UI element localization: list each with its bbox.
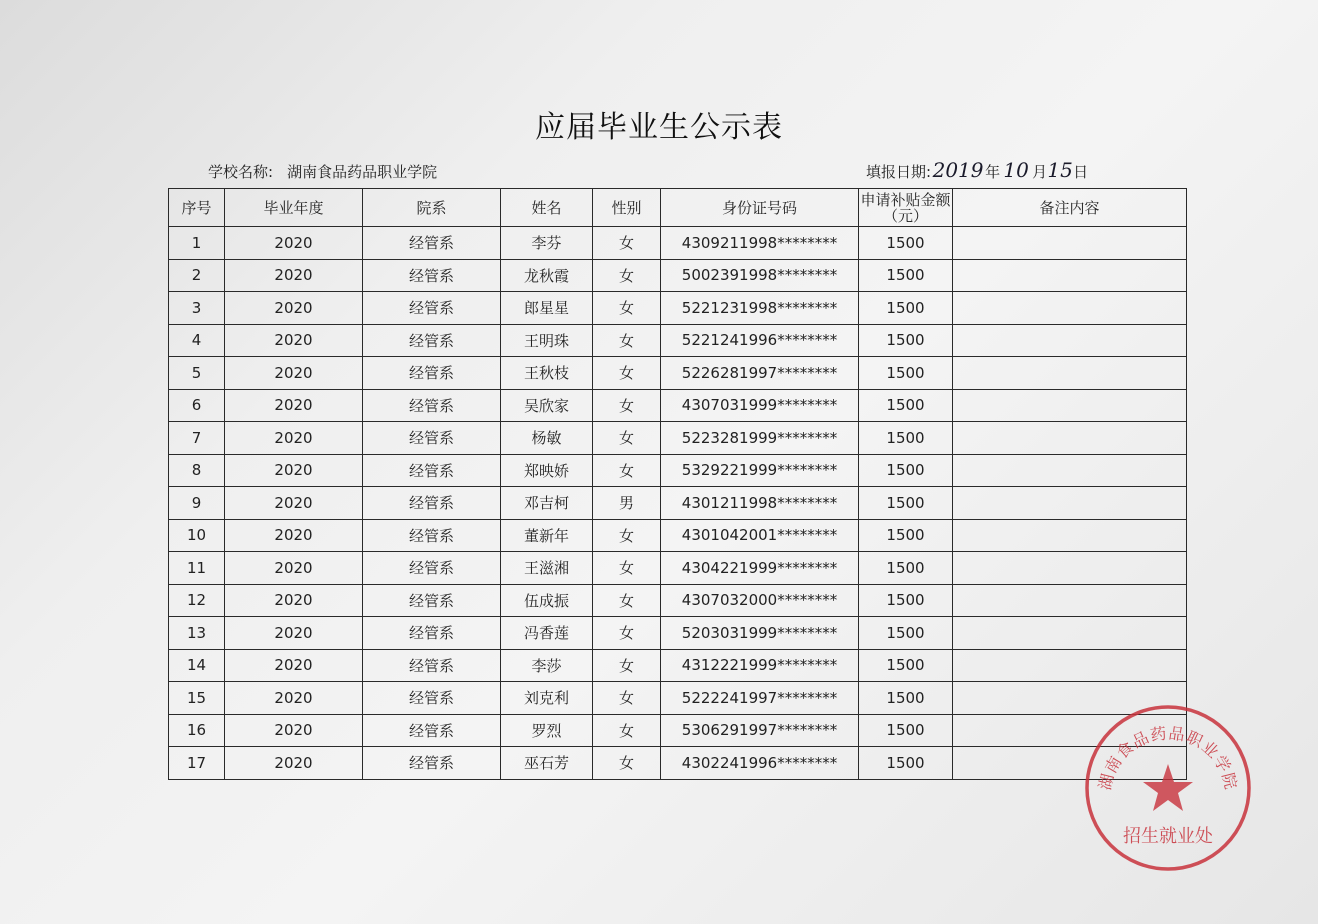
cell-name: 罗烈: [501, 714, 593, 747]
table-row: [169, 259, 1187, 292]
cell-grad-year: 2020: [225, 714, 363, 747]
cell-index: 14: [169, 649, 225, 682]
cell-subsidy-amount: 1500: [859, 552, 953, 585]
day-suffix: 日: [1073, 163, 1089, 181]
cell-grad-year: 2020: [225, 487, 363, 520]
cell-department: 经管系: [363, 227, 501, 260]
cell-remarks: [953, 747, 1187, 780]
cell-gender: 女: [593, 389, 661, 422]
cell-index: 11: [169, 552, 225, 585]
cell-subsidy-amount: 1500: [859, 227, 953, 260]
cell-gender: 男: [593, 487, 661, 520]
table-row: [169, 714, 1187, 747]
cell-index: 3: [169, 292, 225, 325]
cell-id-number: 5203031999********: [661, 617, 859, 650]
cell-grad-year: 2020: [225, 519, 363, 552]
cell-index: 16: [169, 714, 225, 747]
cell-department: 经管系: [363, 389, 501, 422]
cell-grad-year: 2020: [225, 617, 363, 650]
cell-gender: 女: [593, 584, 661, 617]
table-row: [169, 519, 1187, 552]
cell-index: 9: [169, 487, 225, 520]
cell-index: 6: [169, 389, 225, 422]
cell-department: 经管系: [363, 649, 501, 682]
cell-index: 10: [169, 519, 225, 552]
school-name-value: 湖南食品药品职业学院: [287, 163, 438, 181]
fill-date-label: 填报日期:: [866, 163, 932, 181]
cell-remarks: [953, 617, 1187, 650]
cell-index: 5: [169, 357, 225, 390]
header-id-number: 身份证号码: [661, 189, 859, 227]
table-row: [169, 422, 1187, 455]
cell-grad-year: 2020: [225, 454, 363, 487]
cell-department: 经管系: [363, 487, 501, 520]
cell-department: 经管系: [363, 519, 501, 552]
header-index: 序号: [169, 189, 225, 227]
cell-department: 经管系: [363, 357, 501, 390]
cell-name: 王滋湘: [501, 552, 593, 585]
cell-remarks: [953, 552, 1187, 585]
cell-id-number: 4302241996********: [661, 747, 859, 780]
cell-remarks: [953, 714, 1187, 747]
fill-date-row: [866, 158, 1088, 182]
cell-grad-year: 2020: [225, 357, 363, 390]
cell-grad-year: 2020: [225, 584, 363, 617]
header-department: 院系: [363, 189, 501, 227]
table-row: [169, 552, 1187, 585]
cell-remarks: [953, 584, 1187, 617]
cell-grad-year: 2020: [225, 747, 363, 780]
cell-subsidy-amount: 1500: [859, 747, 953, 780]
handwritten-day: 15: [1047, 158, 1073, 182]
cell-id-number: 4312221999********: [661, 649, 859, 682]
cell-department: 经管系: [363, 584, 501, 617]
cell-remarks: [953, 519, 1187, 552]
cell-remarks: [953, 259, 1187, 292]
cell-gender: 女: [593, 617, 661, 650]
cell-name: 董新年: [501, 519, 593, 552]
cell-gender: 女: [593, 324, 661, 357]
cell-subsidy-amount: 1500: [859, 454, 953, 487]
cell-index: 13: [169, 617, 225, 650]
cell-id-number: 5002391998********: [661, 259, 859, 292]
month-suffix: 月: [1032, 163, 1048, 181]
cell-remarks: [953, 682, 1187, 715]
svg-text:湖南食品药品职业学院: 湖南食品药品职业学院: [1095, 723, 1241, 792]
cell-department: 经管系: [363, 714, 501, 747]
document-title: 应届毕业生公示表: [535, 110, 783, 145]
cell-subsidy-amount: 1500: [859, 649, 953, 682]
cell-subsidy-amount: 1500: [859, 324, 953, 357]
cell-id-number: 5223281999********: [661, 422, 859, 455]
cell-name: 李芬: [501, 227, 593, 260]
cell-gender: 女: [593, 227, 661, 260]
table-row: [169, 682, 1187, 715]
cell-name: 李莎: [501, 649, 593, 682]
cell-name: 冯香莲: [501, 617, 593, 650]
cell-remarks: [953, 487, 1187, 520]
cell-grad-year: 2020: [225, 682, 363, 715]
cell-department: 经管系: [363, 422, 501, 455]
cell-remarks: [953, 227, 1187, 260]
header-grad-year: 毕业年度: [225, 189, 363, 227]
cell-name: 刘克利: [501, 682, 593, 715]
cell-gender: 女: [593, 357, 661, 390]
cell-subsidy-amount: 1500: [859, 682, 953, 715]
table-row: [169, 649, 1187, 682]
cell-gender: 女: [593, 682, 661, 715]
header-name: 姓名: [501, 189, 593, 227]
table-row: [169, 454, 1187, 487]
cell-grad-year: 2020: [225, 649, 363, 682]
cell-index: 7: [169, 422, 225, 455]
cell-id-number: 4304221999********: [661, 552, 859, 585]
cell-id-number: 5306291997********: [661, 714, 859, 747]
cell-department: 经管系: [363, 682, 501, 715]
cell-gender: 女: [593, 552, 661, 585]
cell-index: 8: [169, 454, 225, 487]
cell-index: 15: [169, 682, 225, 715]
cell-department: 经管系: [363, 324, 501, 357]
cell-gender: 女: [593, 292, 661, 325]
cell-gender: 女: [593, 747, 661, 780]
cell-subsidy-amount: 1500: [859, 357, 953, 390]
cell-department: 经管系: [363, 259, 501, 292]
cell-id-number: 4309211998********: [661, 227, 859, 260]
school-name-row: [208, 161, 437, 182]
handwritten-month: 10: [1003, 158, 1029, 182]
cell-index: 4: [169, 324, 225, 357]
header-subsidy-amount: 申请补贴金额（元）: [860, 190, 951, 225]
cell-grad-year: 2020: [225, 324, 363, 357]
cell-id-number: 5226281997********: [661, 357, 859, 390]
cell-gender: 女: [593, 454, 661, 487]
table-header-row: [169, 189, 1187, 227]
cell-id-number: 4307031999********: [661, 389, 859, 422]
table-row: [169, 617, 1187, 650]
cell-subsidy-amount: 1500: [859, 617, 953, 650]
cell-index: 17: [169, 747, 225, 780]
cell-name: 巫石芳: [501, 747, 593, 780]
cell-id-number: 4301042001********: [661, 519, 859, 552]
table-row: [169, 487, 1187, 520]
cell-id-number: 4301211998********: [661, 487, 859, 520]
cell-grad-year: 2020: [225, 259, 363, 292]
svg-text:招生就业处: 招生就业处: [1123, 826, 1213, 847]
cell-id-number: 5222241997********: [661, 682, 859, 715]
cell-subsidy-amount: 1500: [859, 292, 953, 325]
cell-remarks: [953, 389, 1187, 422]
cell-subsidy-amount: 1500: [859, 519, 953, 552]
cell-name: 郎星星: [501, 292, 593, 325]
cell-id-number: 4307032000********: [661, 584, 859, 617]
table-row: [169, 324, 1187, 357]
cell-grad-year: 2020: [225, 292, 363, 325]
cell-department: 经管系: [363, 292, 501, 325]
table-row: [169, 747, 1187, 780]
cell-remarks: [953, 357, 1187, 390]
cell-name: 伍成振: [501, 584, 593, 617]
cell-id-number: 5221231998********: [661, 292, 859, 325]
cell-name: 龙秋霞: [501, 259, 593, 292]
table-row: [169, 292, 1187, 325]
cell-grad-year: 2020: [225, 422, 363, 455]
cell-remarks: [953, 454, 1187, 487]
school-name-label: 学校名称:: [208, 163, 274, 181]
handwritten-year: 2019: [932, 158, 984, 182]
cell-id-number: 5221241996********: [661, 324, 859, 357]
cell-index: 1: [169, 227, 225, 260]
cell-name: 王秋枝: [501, 357, 593, 390]
table-row: [169, 227, 1187, 260]
cell-grad-year: 2020: [225, 552, 363, 585]
cell-gender: 女: [593, 259, 661, 292]
cell-grad-year: 2020: [225, 389, 363, 422]
cell-grad-year: 2020: [225, 227, 363, 260]
cell-subsidy-amount: 1500: [859, 389, 953, 422]
cell-remarks: [953, 422, 1187, 455]
cell-gender: 女: [593, 422, 661, 455]
table-row: [169, 584, 1187, 617]
table-row: [169, 357, 1187, 390]
cell-remarks: [953, 324, 1187, 357]
cell-gender: 女: [593, 649, 661, 682]
cell-department: 经管系: [363, 617, 501, 650]
cell-name: 郑映娇: [501, 454, 593, 487]
cell-department: 经管系: [363, 747, 501, 780]
cell-name: 王明珠: [501, 324, 593, 357]
cell-department: 经管系: [363, 454, 501, 487]
cell-subsidy-amount: 1500: [859, 259, 953, 292]
cell-subsidy-amount: 1500: [859, 487, 953, 520]
year-suffix: 年: [985, 163, 1001, 181]
cell-name: 吴欣家: [501, 389, 593, 422]
cell-index: 2: [169, 259, 225, 292]
cell-subsidy-amount: 1500: [859, 422, 953, 455]
cell-index: 12: [169, 584, 225, 617]
cell-remarks: [953, 292, 1187, 325]
cell-gender: 女: [593, 714, 661, 747]
cell-remarks: [953, 649, 1187, 682]
header-gender: 性别: [593, 189, 661, 227]
table-row: [169, 389, 1187, 422]
graduate-table: [168, 188, 1187, 780]
cell-gender: 女: [593, 519, 661, 552]
cell-name: 杨敏: [501, 422, 593, 455]
cell-id-number: 5329221999********: [661, 454, 859, 487]
cell-subsidy-amount: 1500: [859, 714, 953, 747]
header-remarks: 备注内容: [953, 189, 1187, 227]
cell-subsidy-amount: 1500: [859, 584, 953, 617]
cell-name: 邓吉柯: [501, 487, 593, 520]
cell-department: 经管系: [363, 552, 501, 585]
